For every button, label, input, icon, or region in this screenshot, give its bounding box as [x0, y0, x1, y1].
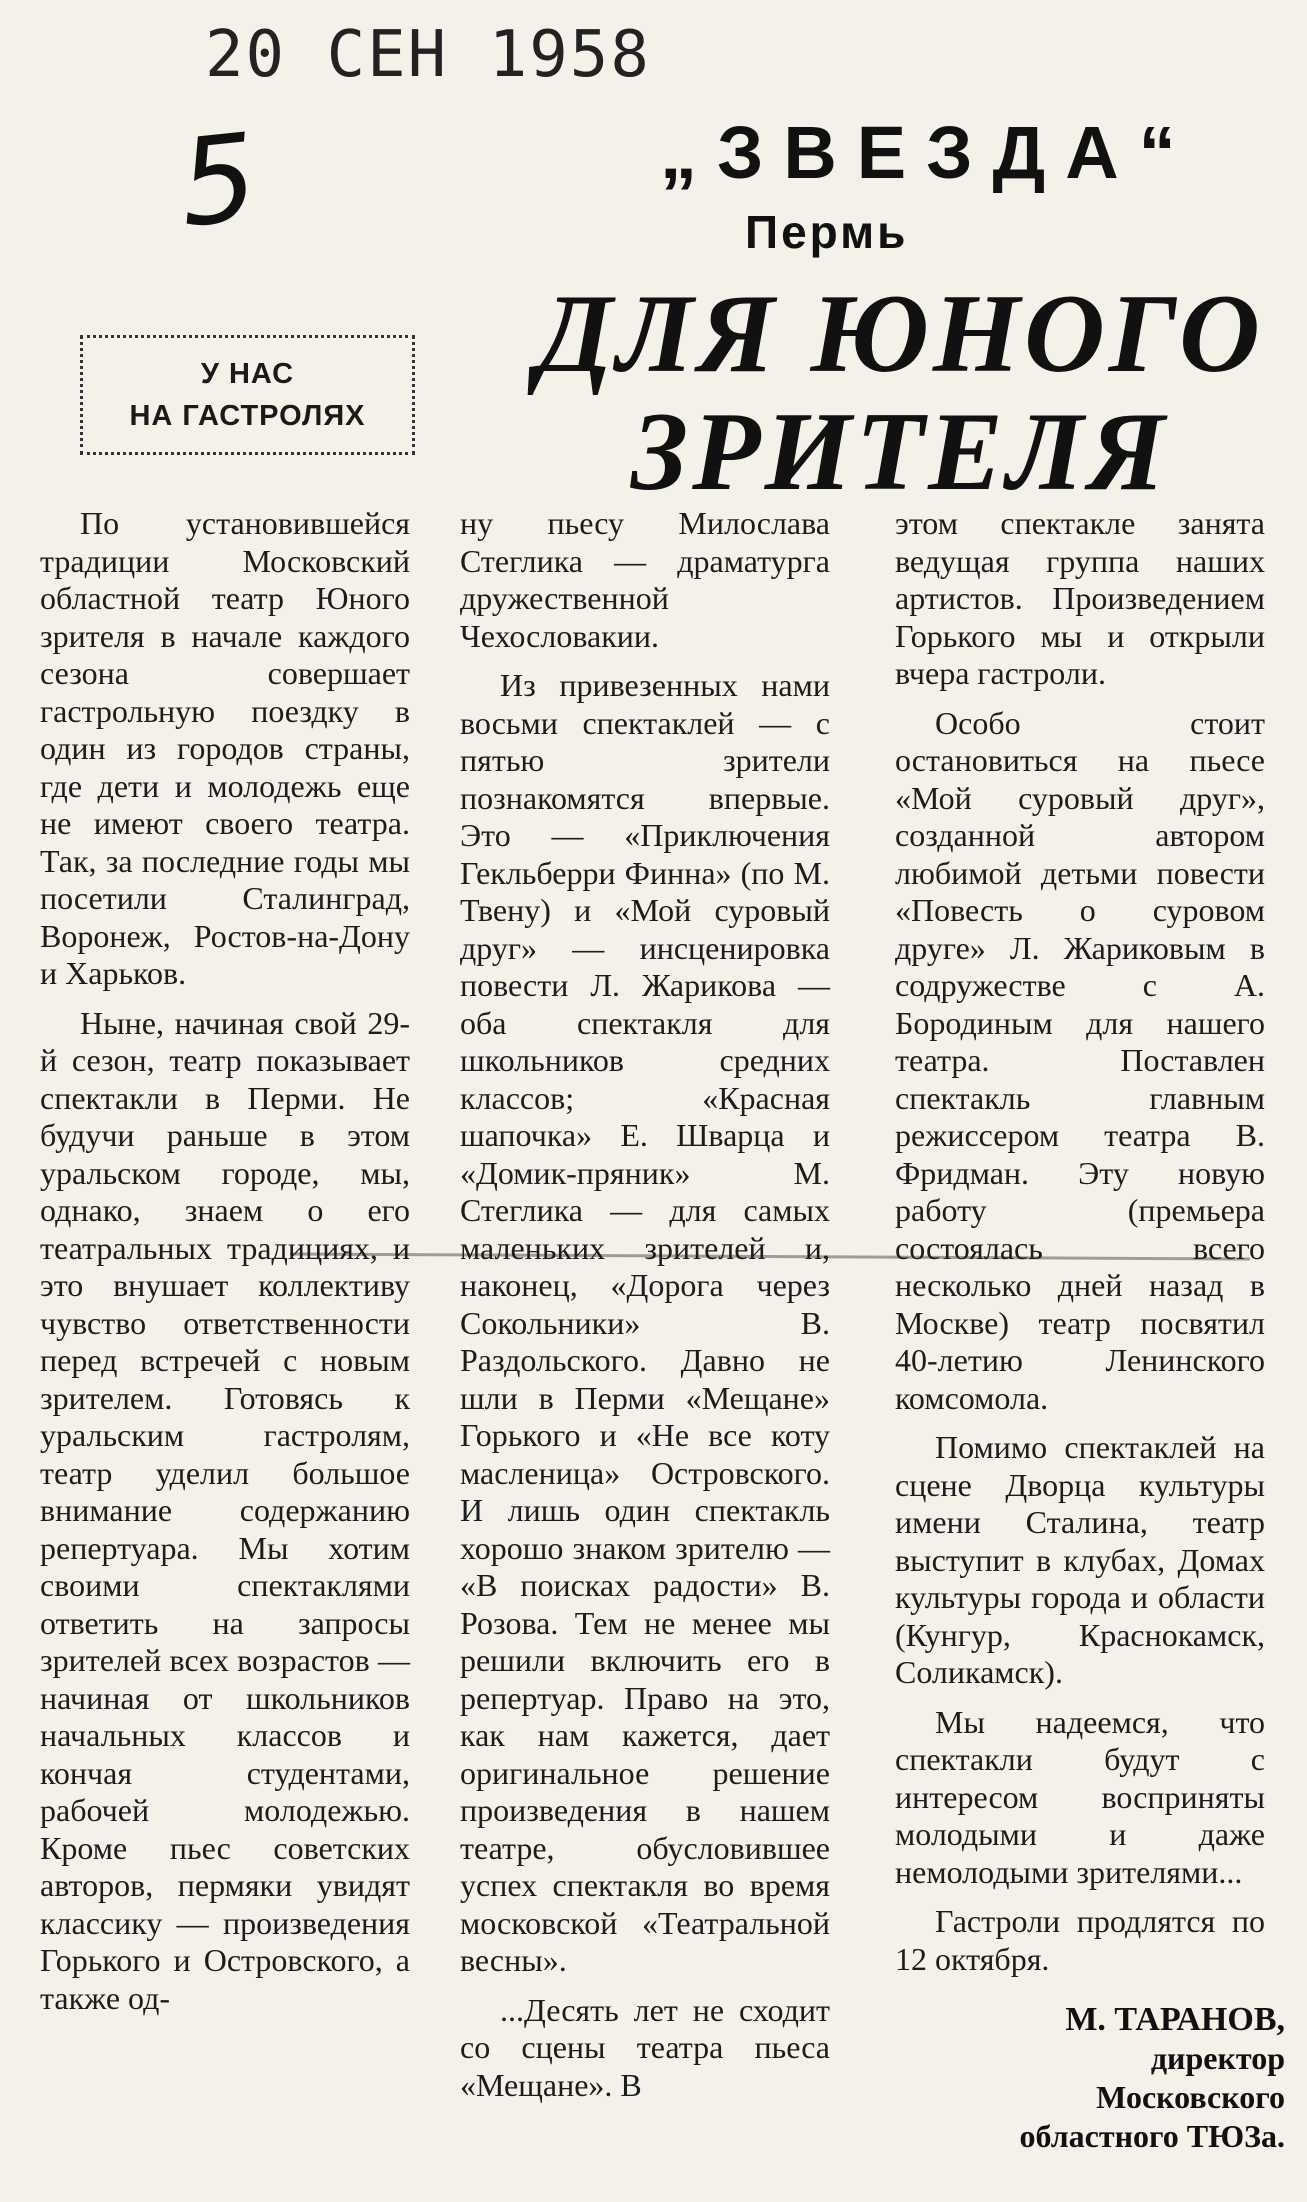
article-column-1 — [40, 505, 410, 2029]
handwritten-mark: 5 — [172, 108, 264, 255]
newspaper-title: „ЗВЕЗДА“ — [660, 111, 1196, 194]
paragraph: ...Десять лет не сходит со сцены театра пьеса «Мещане». В — [460, 1991, 830, 2103]
headline-line-1: ДЛЯ ЮНОГО — [536, 272, 1264, 396]
paragraph: Мы надеемся, что спектакли будут с интересом восприняты молодыми и даже немолодыми зрителями... — [895, 1703, 1265, 1890]
paragraph: ну пьесу Милослава Стеглика — драматурга дружественной Чехословакии. — [460, 505, 830, 654]
rubric-line-1: У НАС — [200, 358, 295, 390]
author-position-1: директор — [1150, 2040, 1285, 2076]
article-column-2 — [460, 505, 830, 2116]
rubric-line-2: НА ГАСТРОЛЯХ — [129, 400, 366, 432]
author-position-2: Московского — [1096, 2079, 1285, 2115]
stamp-date: 20 СЕН 1958 — [205, 18, 651, 92]
headline-line-2: ЗРИТЕЛЯ — [631, 390, 1169, 514]
paragraph: По установившейся традиции Московский областной театр Юного зрителя в начале каждого сезона совершает гастрольную поездку в один из городов страны, где дети и молодежь еще не имеют своего театра. Так, за последние годы мы посетили Сталинград, Воронеж, Ростов-на-Дону и Харьков. — [40, 505, 410, 991]
paragraph: Гастроли продлятся по 12 октября. — [895, 1903, 1265, 1977]
signature-block — [905, 2000, 1285, 2156]
paragraph: Ныне, начиная свой 29-й сезон, театр показывает спектакли в Перми. Не будучи раньше в этом уральском городе, мы, однако, знаем о его театральных традициях, и это внушает коллективу чувство ответственности перед встречей с новым зрителем. Готовясь к уральским гастролям, театр уделил большое внимание содержанию репертуара. Мы хотим своими спектаклями ответить на запросы зрителей всех возрастов — начиная от школьников начальных классов и кончая студентами, рабочей молодежью. Кроме пьес советских авторов, пермяки увидят классику — произведения Горького и Островского, а также од- — [40, 1004, 410, 2016]
article-headline — [520, 272, 1280, 514]
paragraph: Из привезенных нами восьми спектаклей — с пятью зрители познакомятся впервые. Это — «Приключения Гекльберри Финна» (по М. Твену) и «Мой суровый друг» — инсценировка повести Л. Жарикова — оба спектакля для школьников средних классов; «Красная шапочка» Е. Шварца и «Домик-пряник» М. Стеглика — для самых маленьких зрителей и, наконец, «Дорога через Сокольники» В. Раздольского. Давно не шли в Перми «Мещане» Горького и «Не все коту масленица» Островского. И лишь один спектакль хорошо знаком зрителю — «В поисках радости» В. Розова. Тем не менее мы решили включить его в репертуар. Право на это, как нам кажется, дает оригинальное решение произведения в нашем театре, обусловившее успех спектакля во время московской «Театральной весны». — [460, 667, 830, 1978]
rubric-box — [80, 335, 415, 455]
paragraph: этом спектакле занята ведущая группа наших артистов. Произведением Горького мы и открыли вчера гастроли. — [895, 505, 1265, 691]
paragraph: Особо стоит остановиться на пьесе «Мой суровый друг», созданной автором любимой детьми повести «Повесть о суровом друге» Л. Жариковым в содружестве с А. Бородиным для нашего театра. Поставлен спектакль главным режиссером театра В. Фридман. Эту новую работу (премьера состоялась всего несколько дней назад в Москве) театр посвятил 40-летию Ленинского комсомола. — [895, 704, 1265, 1416]
author-name: М. ТАРАНОВ, — [1065, 2001, 1285, 2038]
paragraph: Помимо спектаклей на сцене Дворца культуры имени Сталина, театр выступит в клубах, Домах культуры города и области (Кунгур, Краснокамск, Соликамск). — [895, 1429, 1265, 1690]
article-column-3 — [895, 505, 1265, 1990]
author-position-3: областного ТЮЗа. — [1019, 2118, 1285, 2154]
newspaper-city: Пермь — [745, 206, 909, 258]
